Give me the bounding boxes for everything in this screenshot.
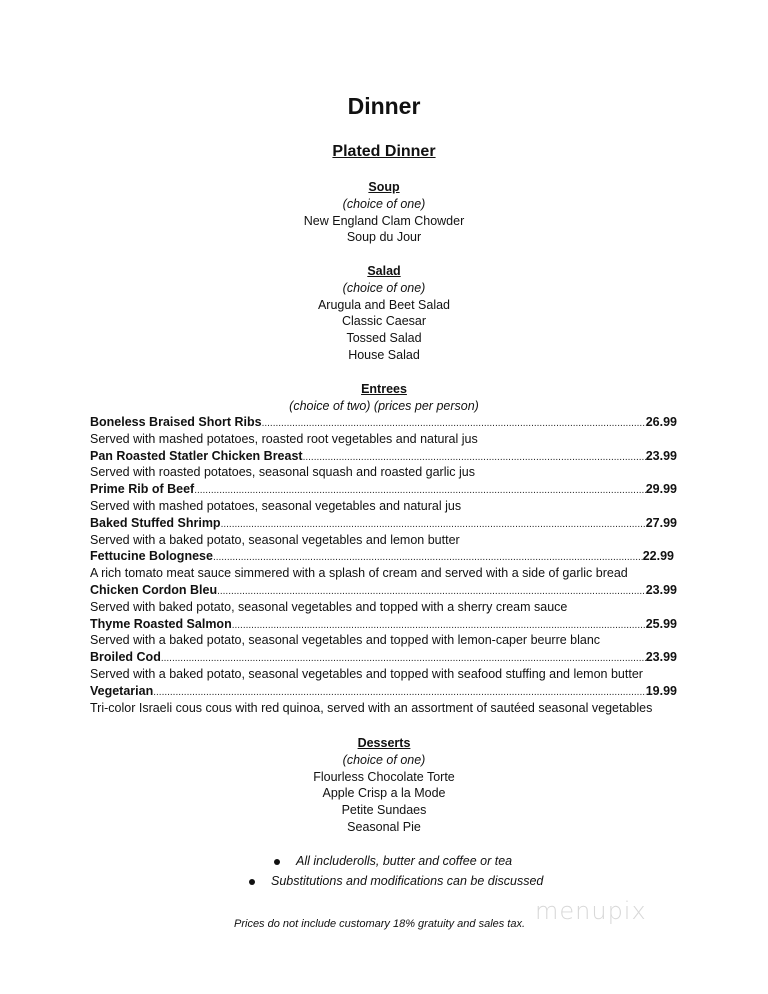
entree-name: Thyme Roasted Salmon [90,616,232,631]
entree-price: 23.99 [645,582,677,597]
entrees-header [0,381,768,415]
entree-description: A rich tomato meat sauce simmered with a splash of cream and served with a side of garlic bread [90,566,628,581]
dessert-item: Apple Crisp a la Mode [322,786,446,801]
soup-note: (choice of one) [342,196,426,211]
watermark-logo: menupix [535,897,647,925]
entree-name: Boneless Braised Short Ribs [90,415,262,429]
entree-price: 26.99 [645,415,677,429]
page-title: Dinner [347,93,421,119]
soup-section [0,179,768,246]
note-item [0,853,768,873]
entree-price: 22.99 [642,549,674,564]
note-text: All includerolls, butter and coffee or tea [296,854,513,868]
entrees-note: (choice of two) (prices per person) [289,398,479,413]
entree-item [90,649,677,666]
soup-heading: Soup [368,180,400,194]
entree-price: 19.99 [645,683,677,698]
entree-item [90,548,674,565]
dessert-item: Seasonal Pie [347,819,421,834]
entree-item [90,414,677,431]
entree-name: Prime Rib of Beef [90,482,195,497]
desserts-section [0,735,768,836]
entree-item [90,515,677,532]
salad-item: Classic Caesar [341,314,427,329]
salad-item: Arugula and Beet Salad [317,297,451,312]
entree-item [90,481,677,498]
entrees-list [90,414,677,716]
dessert-item: Petite Sundaes [341,803,427,818]
bullet-icon [274,859,280,865]
entree-price: 23.99 [645,650,677,665]
soup-item: Soup du Jour [346,230,422,245]
note-text: Substitutions and modifications can be discussed [271,874,544,888]
page-subtitle: Plated Dinner [332,143,436,160]
entree-description: Served with a baked potato, seasonal vegetables and topped with seafood stuffing and lemon butter [90,666,643,681]
entree-item [90,448,677,465]
entree-name: Pan Roasted Statler Chicken Breast [90,448,303,463]
footer-disclaimer: Prices do not include customary 18% gratuity and sales tax. [234,918,526,930]
entree-description: Served with roasted potatoes, seasonal squash and roasted garlic jus [90,465,475,480]
entree-price: 27.99 [645,515,677,530]
bullet-icon [249,879,255,885]
entree-name: Chicken Cordon Bleu [90,582,218,597]
dessert-item: Flourless Chocolate Torte [313,769,455,784]
entree-price: 23.99 [645,448,677,463]
entree-price: 25.99 [645,616,677,631]
entree-price: 29.99 [645,482,677,497]
desserts-note: (choice of one) [342,752,426,767]
notes-list [0,853,768,893]
entree-description: Served with mashed potatoes, roasted root vegetables and natural jus [90,431,478,446]
salad-item: Tossed Salad [346,331,422,346]
entree-description: Served with mashed potatoes, seasonal vegetables and natural jus [90,498,462,513]
salad-section [0,263,768,364]
entree-item [90,582,677,599]
entrees-heading: Entrees [361,382,407,396]
entree-description: Tri-color Israeli cous cous with red quinoa, served with an assortment of sautéed seasonal vegetables [90,700,653,715]
entree-name: Broiled Cod [90,650,161,665]
entree-description: Served with a baked potato, seasonal vegetables and lemon butter [90,532,460,547]
entree-name: Fettucine Bolognese [90,549,213,564]
desserts-heading: Desserts [357,736,411,750]
salad-item: House Salad [348,347,420,362]
soup-item: New England Clam Chowder [303,213,465,228]
salad-note: (choice of one) [342,280,426,295]
entree-description: Served with baked potato, seasonal vegetables and topped with a sherry cream sauce [90,599,568,614]
salad-heading: Salad [367,264,401,278]
entree-name: Baked Stuffed Shrimp [90,515,221,530]
note-item [0,873,768,893]
entree-item [90,616,677,633]
entree-name: Vegetarian [90,683,154,698]
entree-description: Served with a baked potato, seasonal vegetables and topped with lemon-caper beurre blanc [90,633,601,648]
entree-item [90,683,677,700]
